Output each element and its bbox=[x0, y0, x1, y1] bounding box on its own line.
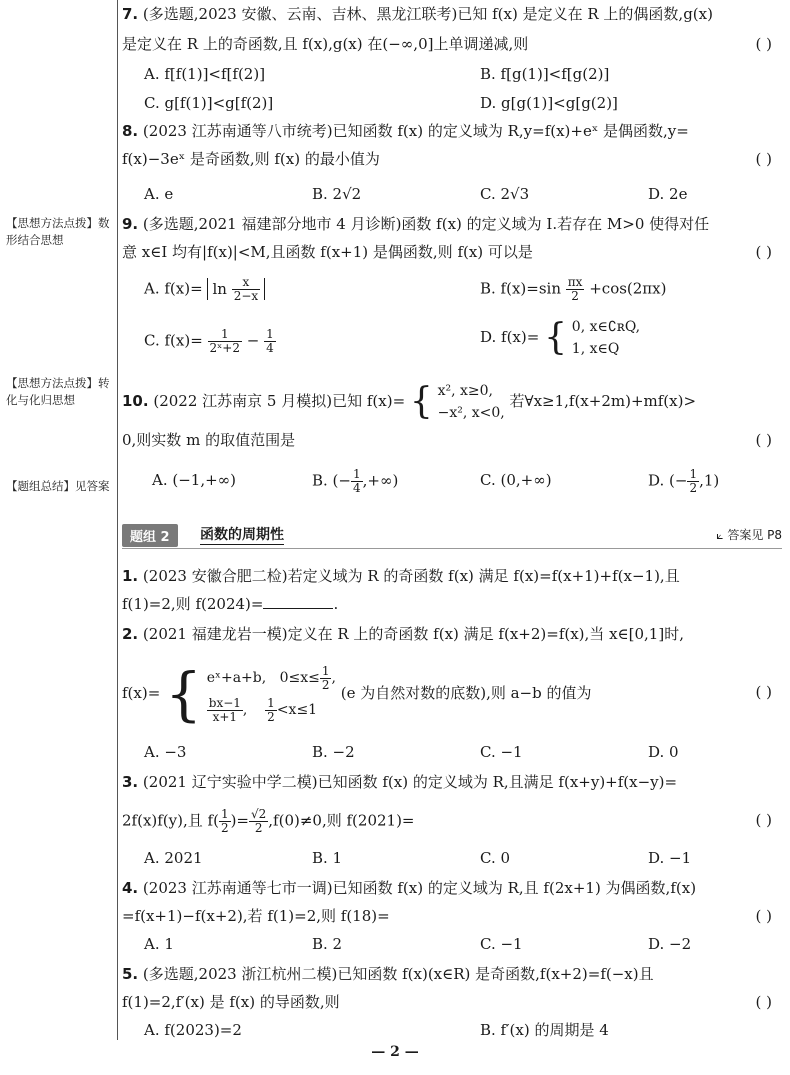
option-c: C. 0 bbox=[480, 849, 511, 867]
question-number: 3. bbox=[122, 773, 139, 791]
side-note-transform: 【思想方法点拨】转化与化归思想 bbox=[6, 376, 110, 407]
question-number: 8. bbox=[122, 122, 139, 140]
option-d: D. g[g(1)]<g[g(2)] bbox=[480, 94, 618, 112]
question-text: (多选题,2023 浙江杭州二模)已知函数 f(x)(x∈R) 是奇函数,f(x+2)=f(−x)且 bbox=[142, 965, 654, 983]
question-text: 0,则实数 m 的取值范围是 bbox=[122, 431, 296, 449]
question-number: 4. bbox=[122, 879, 139, 897]
answer-blank bbox=[263, 592, 333, 609]
section-header bbox=[122, 522, 782, 546]
option-a: A. (−1,+∞) bbox=[152, 471, 237, 489]
option-a: A. 1 bbox=[144, 935, 174, 953]
question-text: (多选题,2023 安徽、云南、吉林、黑龙江联考)已知 f(x) 是定义在 R 上的偶函数,g(x) bbox=[142, 5, 713, 23]
answer-paren: ( ) bbox=[755, 431, 772, 449]
section-tag: 题组 2 bbox=[122, 524, 178, 547]
option-b: B. −2 bbox=[312, 743, 355, 761]
option-b: B. f′(x) 的周期是 4 bbox=[480, 1021, 609, 1039]
option-a: A. e bbox=[144, 185, 174, 203]
question-number: 9. bbox=[122, 215, 139, 233]
question-text: (多选题,2021 福建部分地市 4 月诊断)函数 f(x) 的定义域为 I.若存在 M>0 使得对任 bbox=[142, 215, 710, 233]
side-note-shape-number: 【思想方法点拨】数形结合思想 bbox=[6, 216, 110, 247]
answer-paren: ( ) bbox=[755, 907, 772, 925]
answer-paren: ( ) bbox=[755, 35, 772, 53]
option-c: C. 2√3 bbox=[480, 185, 530, 203]
question-text: f(x)−3eˣ 是奇函数,则 f(x) 的最小值为 bbox=[122, 150, 380, 168]
answer-reference: ⟀ 答案见 P8 bbox=[716, 528, 782, 542]
answer-paren: ( ) bbox=[755, 243, 772, 261]
option-b: B. 2 bbox=[312, 935, 343, 953]
question-text: f(1)=2,f′(x) 是 f(x) 的导函数,则 bbox=[122, 993, 340, 1011]
option-d: D. (− $\frac{1}{2}$ ,1) bbox=[648, 467, 720, 495]
option-c: C. f(x)= $\frac{1}{\text{2ˣ+2}}$ − $\frac{1}{4}$ bbox=[144, 327, 274, 355]
option-d: D. 0 bbox=[648, 743, 679, 761]
question-text: (2021 辽宁实验中学二模)已知函数 f(x) 的定义域为 R,且满足 f(x+y)+f(x−y)= bbox=[142, 773, 678, 791]
option-c: C. −1 bbox=[480, 935, 523, 953]
question-text: =f(x+1)−f(x+2),若 f(1)=2,则 f(18)= bbox=[122, 907, 390, 925]
question-text: (2023 江苏南通等八市统考)已知函数 f(x) 的定义域为 R,y=f(x)+eˣ 是偶函数,y= bbox=[142, 122, 689, 140]
answer-paren: ( ) bbox=[755, 150, 772, 168]
page-number: — 2 — bbox=[371, 1044, 419, 1060]
question-text: 是定义在 R 上的奇函数,且 f(x),g(x) 在(−∞,0]上单调递减,则 bbox=[122, 35, 529, 53]
section-divider bbox=[122, 548, 782, 549]
option-a: A. −3 bbox=[144, 743, 187, 761]
option-a: A. f(x)= ln $\frac{x}{2-x}$ bbox=[144, 276, 265, 303]
question-number: 2. bbox=[122, 625, 139, 643]
question-number: 10. bbox=[122, 392, 149, 410]
option-d: D. f(x)= { 0, x∈∁ʀQ, 1, x∈Q bbox=[480, 317, 641, 358]
answer-paren: ( ) bbox=[755, 683, 772, 701]
option-b: B. f(x)=sin $\frac{\pi x}{2}$ +cos(2πx) bbox=[480, 275, 667, 303]
question-number: 1. bbox=[122, 567, 139, 585]
option-a: A. f(2023)=2 bbox=[144, 1021, 242, 1039]
question-number: 7. bbox=[122, 5, 139, 23]
option-d: D. 2e bbox=[648, 185, 688, 203]
option-c: C. (0,+∞) bbox=[480, 471, 552, 489]
option-a: A. f[f(1)]<f[f(2)] bbox=[144, 65, 266, 83]
option-c: C. g[f(1)]<g[f(2)] bbox=[144, 94, 274, 112]
side-note-summary: 【题组总结】见答案 bbox=[6, 479, 110, 493]
question-text: (2023 安徽合肥二检)若定义域为 R 的奇函数 f(x) 满足 f(x)=f(x+1)+f(x−1),且 bbox=[142, 567, 680, 585]
question-text: (2021 福建龙岩一模)定义在 R 上的奇函数 f(x) 满足 f(x+2)=f(x),当 x∈[0,1]时, bbox=[142, 625, 684, 643]
option-d: D. −1 bbox=[648, 849, 692, 867]
section-title: 函数的周期性 bbox=[200, 524, 284, 545]
question-text: 意 x∈I 均有|f(x)|<M,且函数 f(x+1) 是偶函数,则 f(x) 可以是 bbox=[122, 243, 533, 261]
margin-rule bbox=[117, 0, 118, 1040]
option-a: A. 2021 bbox=[144, 849, 203, 867]
answer-paren: ( ) bbox=[755, 993, 772, 1011]
option-b: B. 2√2 bbox=[312, 185, 362, 203]
answer-paren: ( ) bbox=[755, 811, 772, 829]
question-number: 5. bbox=[122, 965, 139, 983]
option-b: B. f[g(1)]<f[g(2)] bbox=[480, 65, 610, 83]
option-d: D. −2 bbox=[648, 935, 692, 953]
option-c: C. −1 bbox=[480, 743, 523, 761]
option-b: B. (− $\frac{1}{4}$ ,+∞) bbox=[312, 467, 399, 495]
question-text: (2023 江苏南通等七市一调)已知函数 f(x) 的定义域为 R,且 f(2x+1) 为偶函数,f(x) bbox=[142, 879, 697, 897]
option-b: B. 1 bbox=[312, 849, 343, 867]
